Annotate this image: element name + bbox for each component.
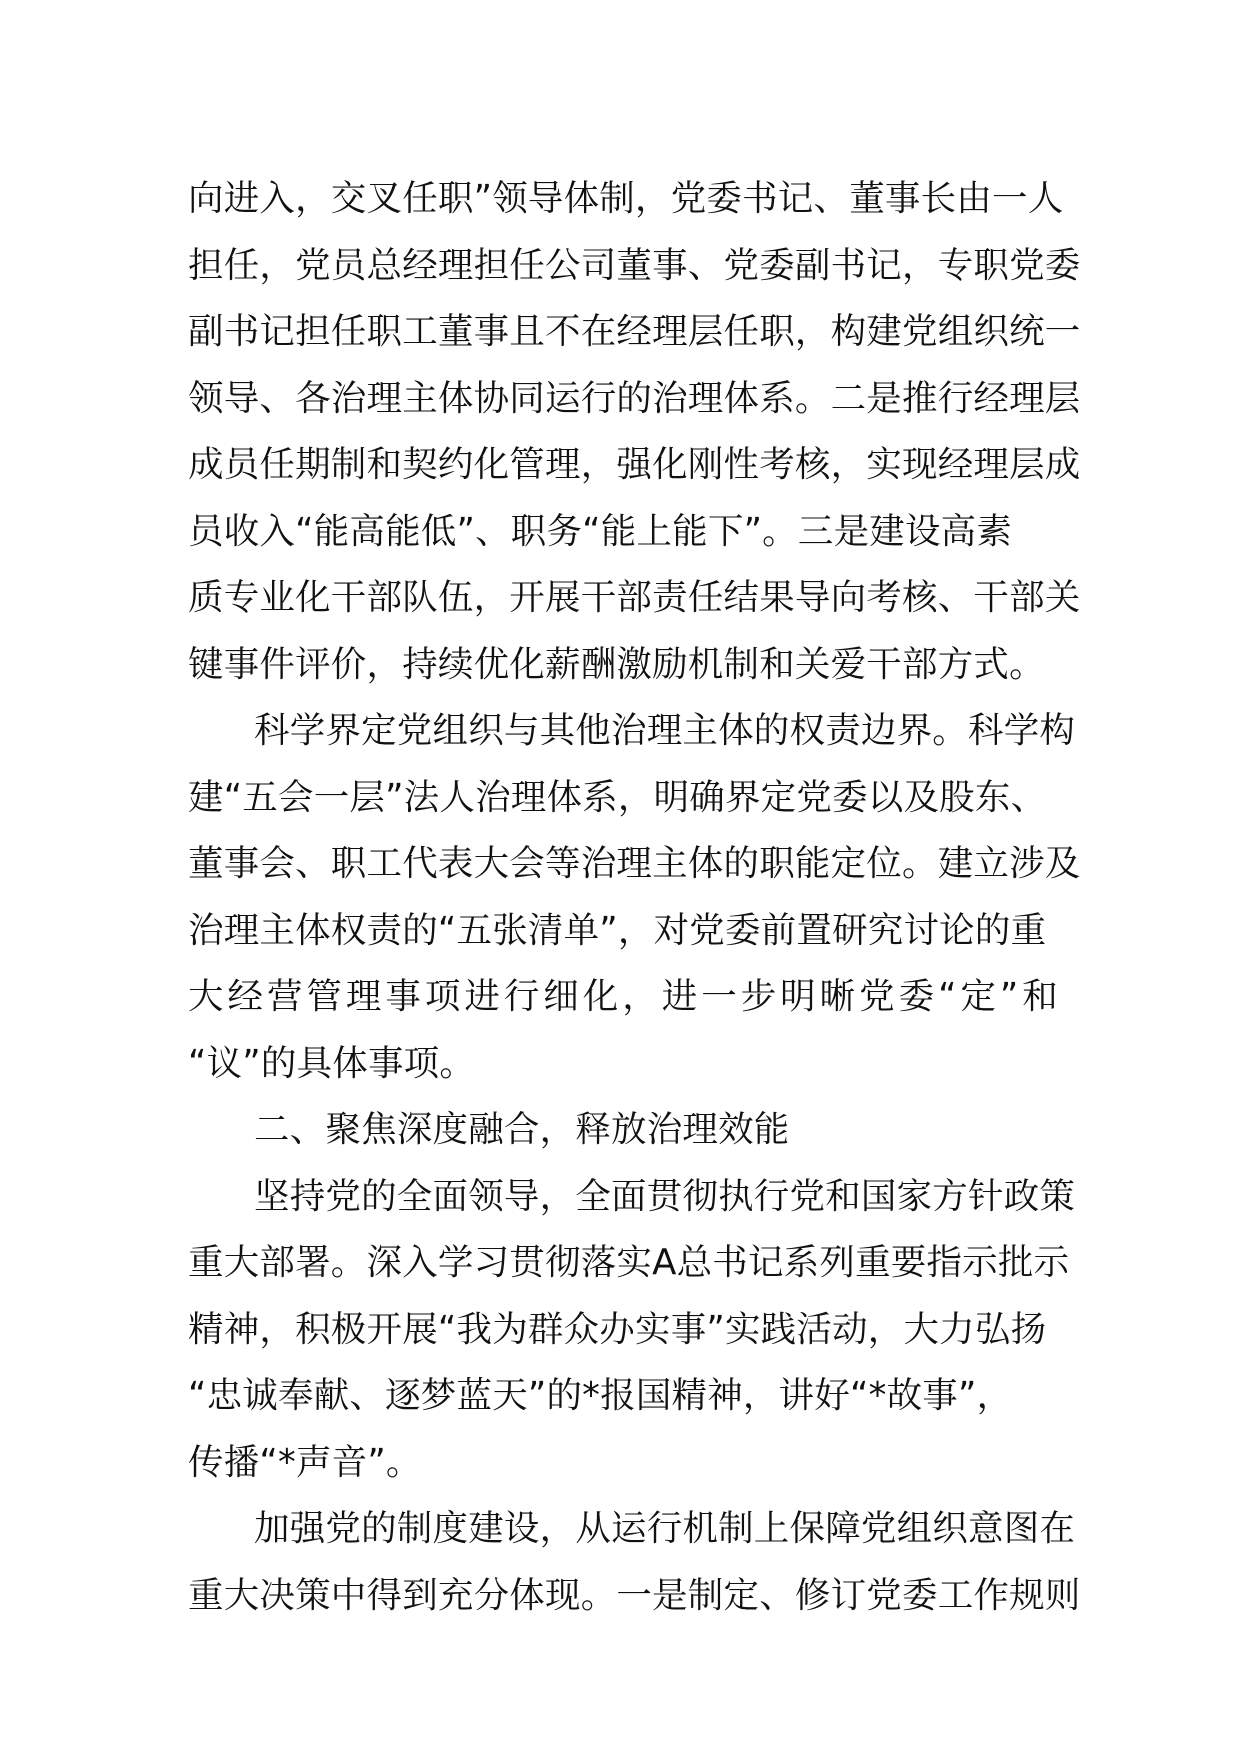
paragraph-start-line: 科学界定党组织与其他治理主体的权责边界。科学构 [254, 710, 1076, 751]
text-line: 键事件评价，持续优化薪酬激励机制和关爱干部方式。 [188, 643, 1045, 685]
text-line: 质专业化干部队伍，开展干部责任结果导向考核、干部关 [188, 577, 1081, 618]
text-line: 向进入，交叉任职”领导体制，党委书记、董事长由一人 [188, 178, 1064, 219]
paragraph-start-line: 加强党的制度建设，从运行机制上保障党组织意图在 [254, 1508, 1076, 1549]
text-line: 重大决策中得到充分体现。一是制定、修订党委工作规则 [188, 1574, 1081, 1616]
text-line: 副书记担任职工董事且不在经理层任职，构建党组织统一 [188, 311, 1081, 352]
body-text [188, 166, 1081, 1629]
text-line: 治理主体权责的“五张清单”，对党委前置研究讨论的重 [188, 909, 1047, 951]
text-line: 传播“*声音”。 [188, 1441, 422, 1483]
text-line: 员收入“能高能低”、职务“能上能下”。三是建设高素 [188, 510, 1013, 552]
text-line: 重大部署。深入学习贯彻落实A总书记系列重要指示批示 [188, 1242, 1070, 1283]
text-line: 担任，党员总经理担任公司董事、党委副书记，专职党委 [188, 244, 1081, 286]
text-line: 精神，积极开展“我为群众办实事”实践活动，大力弘扬 [188, 1308, 1047, 1350]
text-line: 成员任期制和契约化管理，强化刚性考核，实现经理层成 [188, 444, 1081, 485]
text-line: 大经营管理事项进行细化，进一步明晰党委“定”和 [188, 976, 1058, 1017]
section-heading: 二、聚焦深度融合，释放治理效能 [254, 1109, 790, 1150]
text-line: 董事会、职工代表大会等治理主体的职能定位。建立涉及 [188, 843, 1081, 884]
paragraph-start-line: 坚持党的全面领导，全面贯彻执行党和国家方针政策 [254, 1175, 1076, 1217]
text-line: 领导、各治理主体协同运行的治理体系。二是推行经理层 [188, 377, 1081, 419]
text-line: “忠诚奉献、逐梦蓝天”的*报国精神，讲好“*故事”， [188, 1375, 1013, 1416]
text-line: 建“五会一层”法人治理体系，明确界定党委以及股东、 [188, 776, 1047, 818]
text-line: “议”的具体事项。 [188, 1042, 476, 1084]
